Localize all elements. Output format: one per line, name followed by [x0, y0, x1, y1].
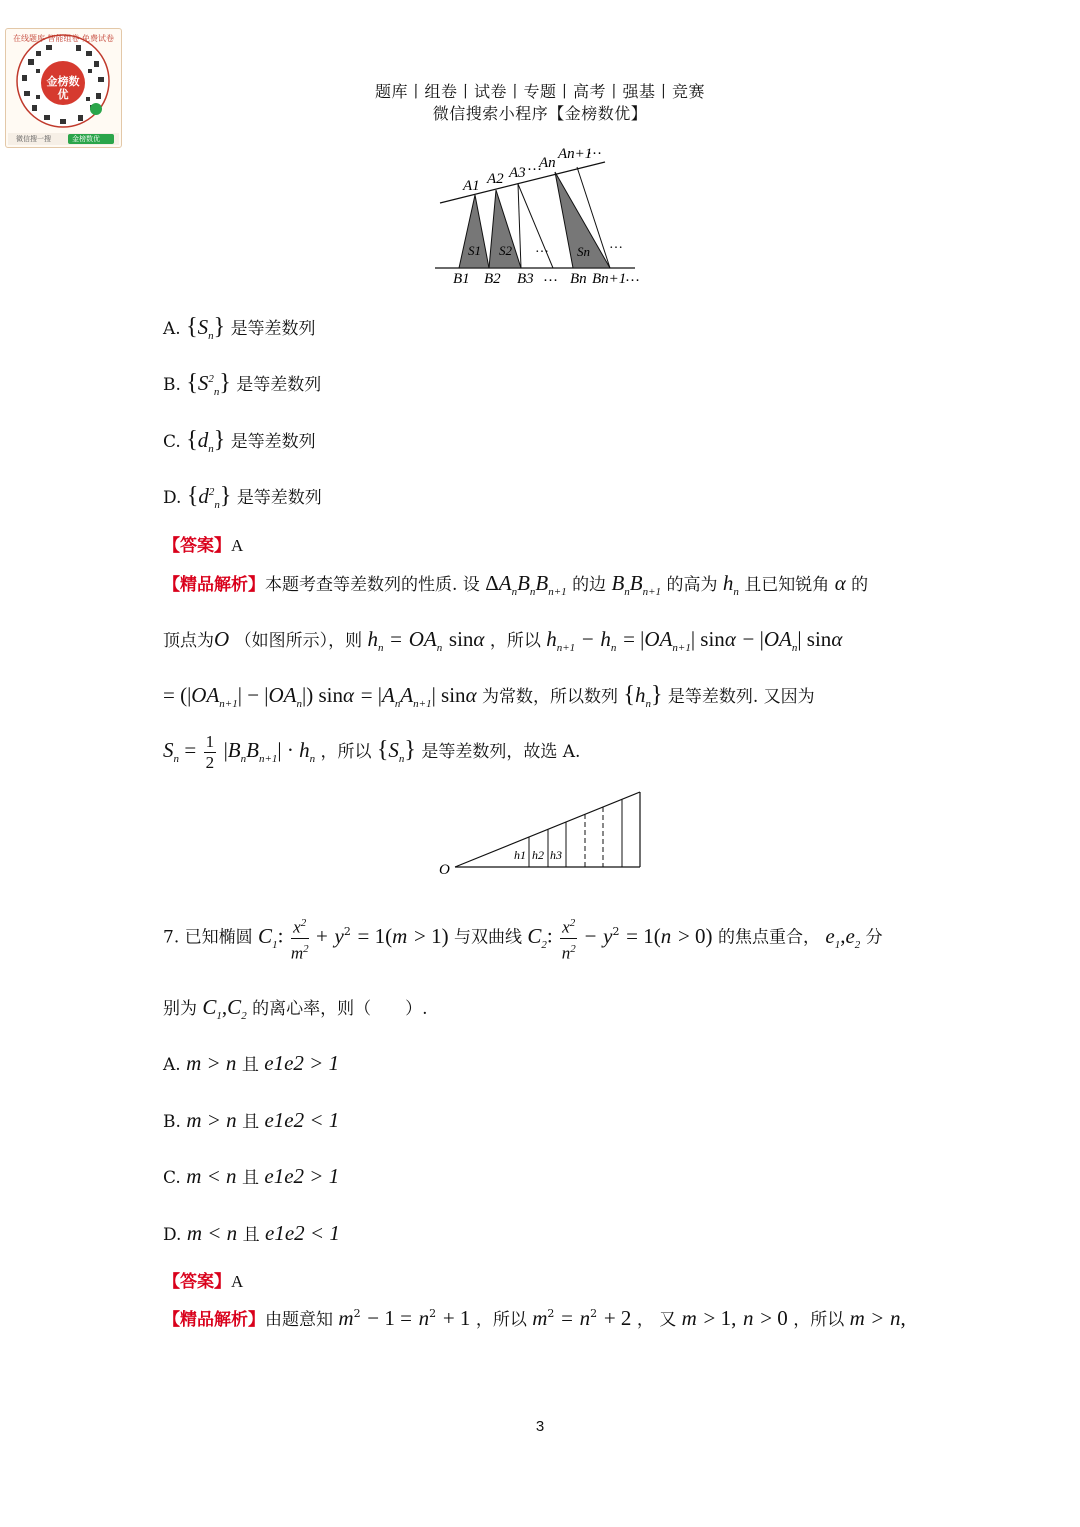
label-h2: h2 — [532, 848, 544, 862]
logo-footer-right: 金榜数优 — [72, 135, 100, 143]
q6-analysis-line1: 【精品解析】本题考查等差数列的性质. 设 $\Delta A_nB_nB_{n+1}$ 的边 $B_nB_{n+1}$ 的高为 $h_n$ 且已知锐角 α 的 — [163, 571, 869, 599]
label-an: An — [539, 155, 556, 171]
header-subtitle: 微信搜索小程序【金榜数优】 — [432, 104, 648, 123]
label-b3: B3 — [517, 271, 534, 287]
label-an1: An+1 — [558, 146, 593, 162]
label-a1: A1 — [463, 178, 480, 194]
q6-option-c[interactable]: C. $\{d_n\}$ 是等差数列 — [163, 427, 316, 456]
label-s1: S1 — [468, 243, 481, 258]
label-b1: B1 — [453, 271, 470, 287]
label-s-end: … — [609, 237, 623, 252]
q6-analysis-line3: = $(|OA_{n+1}| - |OA_n|) \sin\alpha = |A_nA_{n+1}|$ sinα 为常数，所以数列 $\{h_n\}$ 是等差数列. 又因为 — [163, 682, 815, 711]
header-nav: 题库丨组卷丨试卷丨专题丨高考丨强基丨竞赛 — [374, 82, 705, 101]
q6-option-b[interactable]: B. $\{S^2_n\}$ 是等差数列 — [163, 370, 322, 399]
q7-option-b[interactable]: B. m > n 且 e1e2 < 1 — [163, 1108, 340, 1132]
q7-stem-line2: 别为 $C_1,C_2$ 的离心率，则（ ）. — [163, 995, 428, 1023]
q6-analysis-line4: $S_n$ = $\frac{1}{2}$ $|B_nB_{n+1}| \cdot h_n$ ，所以 $\{S_n\}$ 是等差数列，故选 A. — [163, 732, 581, 772]
triangle-sequence-figure — [425, 140, 655, 290]
label-h1: h1 — [514, 848, 526, 862]
label-s2: S2 — [499, 243, 512, 258]
logo-ring-text: 在线题库 智能组卷 免费试卷 — [12, 34, 115, 43]
q7-analysis: 【精品解析】由题意知 $m^2 - 1 = n^2 + 1$ ，所以 $m^2 = n^2 + 2$ ， 又 m > 1, n > 0 ，所以 m > n, — [163, 1306, 906, 1330]
q7-option-c[interactable]: C. m < n 且 e1e2 > 1 — [163, 1164, 340, 1188]
page-number: 3 — [535, 1418, 545, 1435]
label-sn: Sn — [577, 244, 590, 259]
label-s-dots: … — [535, 241, 549, 256]
label-b2: B2 — [484, 271, 501, 287]
label-bn1: Bn+1 — [592, 271, 627, 287]
q6-option-d[interactable]: D. $\{d^2_n\}$ 是等差数列 — [163, 483, 322, 512]
q7-option-d[interactable]: D. m < n 且 e1e2 < 1 — [163, 1221, 340, 1245]
label-a3: A3 — [509, 165, 526, 181]
label-a-dots: … — [527, 158, 542, 174]
q6-answer: 【答案】A — [163, 536, 244, 556]
q6-analysis-line2: 顶点为O （如图所示），则 $h_n = OA_n$ sinα ，所以 $h_{n+1} - h_n = |OA_{n+1}|$ $\sin\alpha - |OA_n|$ sinα — [163, 627, 843, 655]
q7-answer: 【答案】A — [163, 1272, 244, 1292]
logo-center-text: 金榜数优 — [46, 75, 80, 101]
q6-option-a[interactable]: A. $\{S_n\}$ 是等差数列 — [163, 314, 316, 343]
label-b-end: … — [625, 269, 640, 285]
label-a-end: … — [587, 142, 602, 158]
q7-stem-line1: 7. 已知椭圆 $C_1$: $\frac{x^2}{m^2}$ + $y^2 = 1(m > 1)$ 与双曲线 $C_2$: $\frac{x^2}{n^2}$ − $y^2 = 1(n > 0)$ 的焦点重合， $e_1,e_2$ 分 — [163, 913, 883, 963]
label-a2: A2 — [487, 171, 504, 187]
label-o: O — [439, 862, 450, 878]
logo-footer-left: 微信搜一搜 — [16, 135, 51, 143]
label-h3: h3 — [550, 848, 562, 862]
heights-figure — [435, 785, 650, 880]
q7-option-a[interactable]: A. m > n 且 e1e2 > 1 — [163, 1051, 340, 1075]
label-bn: Bn — [570, 271, 587, 287]
label-b-dots: … — [543, 269, 558, 285]
